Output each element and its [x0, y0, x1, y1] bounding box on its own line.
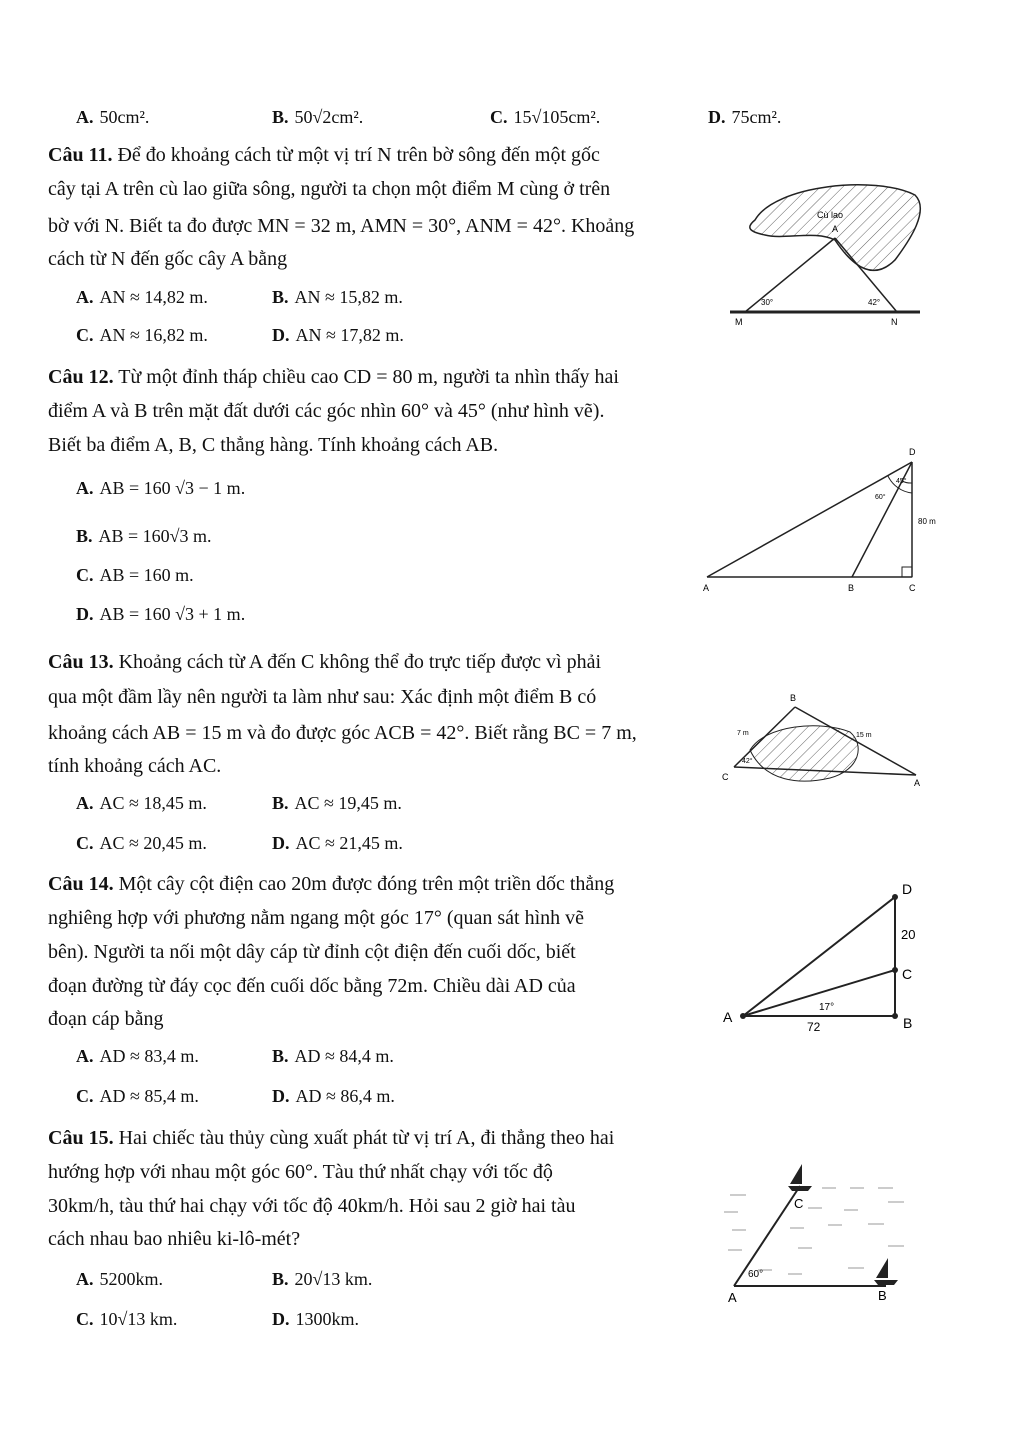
q12-option-a: A. AB = 160 √3 − 1 m.	[76, 478, 246, 498]
q14-line-4: đoạn đường từ đáy cọc đến cuối dốc bằng 72m. Chiều dài AD của	[48, 975, 576, 997]
q11-line-3: bờ với N. Biết ta đo được MN = 32 m, AMN = 30°, ANM = 42°. Khoảng	[48, 215, 635, 237]
q13-option-d: D. AC ≈ 21,45 m.	[272, 833, 403, 853]
point-a-label: A	[703, 583, 710, 593]
q11-option-c: C. AN ≈ 16,82 m.	[76, 325, 208, 345]
top-option-a: A. 50cm².	[76, 107, 150, 127]
point-m-label: M	[735, 317, 743, 327]
point-d-dot	[892, 894, 898, 900]
island-label: Cù lao	[817, 210, 844, 220]
angle-label: 60°	[748, 1269, 764, 1280]
q13-line-3: khoảng cách AB = 15 m và đo được góc ACB = 42°. Biết rằng BC = 7 m,	[48, 722, 637, 744]
point-c-label: C	[909, 583, 916, 593]
angle-n-label: 42°	[868, 298, 881, 307]
q15-line-1: Câu 15. Hai chiếc tàu thủy cùng xuất phát từ vị trí A, đi thẳng theo hai	[48, 1127, 615, 1149]
top-option-d: D. 75cm².	[708, 107, 782, 127]
angle-45-label: 45°	[896, 478, 907, 485]
point-c-label: C	[902, 966, 913, 982]
angle-label: 17°	[819, 1002, 835, 1013]
q14-option-a: A. AD ≈ 83,4 m.	[76, 1046, 199, 1066]
height-label: 20	[901, 927, 916, 942]
point-d-label: D	[909, 447, 916, 457]
q13-line-2: qua một đầm lầy nên người ta làm như sau: Xác định một điểm B có	[48, 686, 597, 708]
q15-option-d: D. 1300km.	[272, 1309, 360, 1329]
bc-length-label: 7 m	[737, 730, 749, 737]
base-label: 72	[807, 1020, 821, 1034]
q13-option-a: A. AC ≈ 18,45 m.	[76, 793, 207, 813]
q13-option-b: B. AC ≈ 19,45 m.	[272, 793, 402, 813]
q15-line-3: 30km/h, tàu thứ hai chạy với tốc độ 40km/h. Hỏi sau 2 giờ hai tàu	[48, 1195, 576, 1217]
q12-option-b: B. AB = 160√3 m.	[76, 526, 212, 546]
q14-line-3: bên). Người ta nối một dây cáp từ đỉnh cột điện đến cuối dốc, biết	[48, 941, 576, 963]
segment-ma	[745, 238, 835, 312]
angle-label: 42°	[742, 758, 753, 765]
ship-b-icon	[874, 1258, 898, 1285]
q14-pole-figure	[715, 875, 930, 1035]
q13-line-4: tính khoảng cách AC.	[48, 755, 222, 777]
point-b-label: B	[903, 1015, 913, 1031]
q13-line-1: Câu 13. Khoảng cách từ A đến C không thể đo trực tiếp được vì phải	[48, 651, 602, 673]
point-b-dot	[892, 1013, 898, 1019]
point-a-label: A	[723, 1009, 733, 1025]
q12-option-d: D. AB = 160 √3 + 1 m.	[76, 604, 246, 624]
q12-line-2: điểm A và B trên mặt đất dưới các góc nhìn 60° và 45° (như hình vẽ).	[48, 400, 605, 422]
q15-line-2: hướng hợp với nhau một góc 60°. Tàu thứ nhất chạy với tốc độ	[48, 1161, 553, 1183]
q11-island-figure	[725, 180, 925, 330]
point-b-label: B	[790, 693, 797, 703]
q14-line-1: Câu 14. Một cây cột điện cao 20m được đóng trên một triền dốc thẳng	[48, 873, 615, 895]
top-option-b: B. 50√2cm².	[272, 107, 364, 127]
q11-line-2: cây tại A trên cù lao giữa sông, người ta chọn một điểm M cùng ở trên	[48, 178, 611, 200]
q15-option-a: A. 5200km.	[76, 1269, 164, 1289]
point-b-label: B	[848, 583, 855, 593]
q11-line-4: cách từ N đến gốc cây A bằng	[48, 248, 288, 270]
q12-line-3: Biết ba điểm A, B, C thẳng hàng. Tính khoảng cách AB.	[48, 434, 499, 456]
q14-option-b: B. AD ≈ 84,4 m.	[272, 1046, 394, 1066]
point-a-label: A	[914, 778, 921, 788]
point-c-label: C	[794, 1196, 804, 1211]
q15-option-c: C. 10√13 km.	[76, 1309, 178, 1329]
angle-m-label: 30°	[761, 298, 774, 307]
q14-option-c: C. AD ≈ 85,4 m.	[76, 1086, 199, 1106]
point-n-label: N	[891, 317, 898, 327]
q15-option-b: B. 20√13 km.	[272, 1269, 373, 1289]
top-option-c: C. 15√105cm².	[490, 107, 601, 127]
q13-option-c: C. AC ≈ 20,45 m.	[76, 833, 207, 853]
q14-line-5: đoạn cáp bằng	[48, 1008, 164, 1030]
angle-60-label: 60°	[875, 494, 886, 501]
point-a-dot	[740, 1013, 746, 1019]
q15-ships-figure	[718, 1160, 918, 1305]
q11-option-a: A. AN ≈ 14,82 m.	[76, 287, 208, 307]
point-d-label: D	[902, 881, 913, 897]
q11-line-1: Câu 11. Để đo khoảng cách từ một vị trí N trên bờ sông đến một gốc	[48, 144, 600, 166]
q11-option-b: B. AN ≈ 15,82 m.	[272, 287, 403, 307]
q14-line-2: nghiêng hợp với phương nằm ngang một góc 17° (quan sát hình vẽ	[48, 907, 585, 929]
point-b-label: B	[878, 1288, 887, 1303]
cable-ad	[743, 897, 895, 1016]
q12-tower-figure	[695, 440, 955, 600]
q13-swamp-figure	[720, 690, 935, 795]
route-ac	[734, 1186, 800, 1286]
q12-line-1: Câu 12. Từ một đỉnh tháp chiều cao CD = 80 m, người ta nhìn thấy hai	[48, 366, 619, 388]
q14-option-d: D. AD ≈ 86,4 m.	[272, 1086, 395, 1106]
point-a-label: A	[728, 1290, 737, 1305]
q11-option-d: D. AN ≈ 17,82 m.	[272, 325, 404, 345]
ship-c-icon	[788, 1164, 812, 1191]
point-a-label: A	[832, 224, 839, 234]
point-c-label: C	[722, 772, 729, 782]
point-c-dot	[892, 967, 898, 973]
q12-option-c: C. AB = 160 m.	[76, 565, 194, 585]
q15-line-4: cách nhau bao nhiêu ki-lô-mét?	[48, 1228, 301, 1250]
ab-length-label: 15 m	[856, 732, 872, 739]
right-angle-mark	[902, 567, 912, 577]
height-label: 80 m	[918, 517, 936, 526]
